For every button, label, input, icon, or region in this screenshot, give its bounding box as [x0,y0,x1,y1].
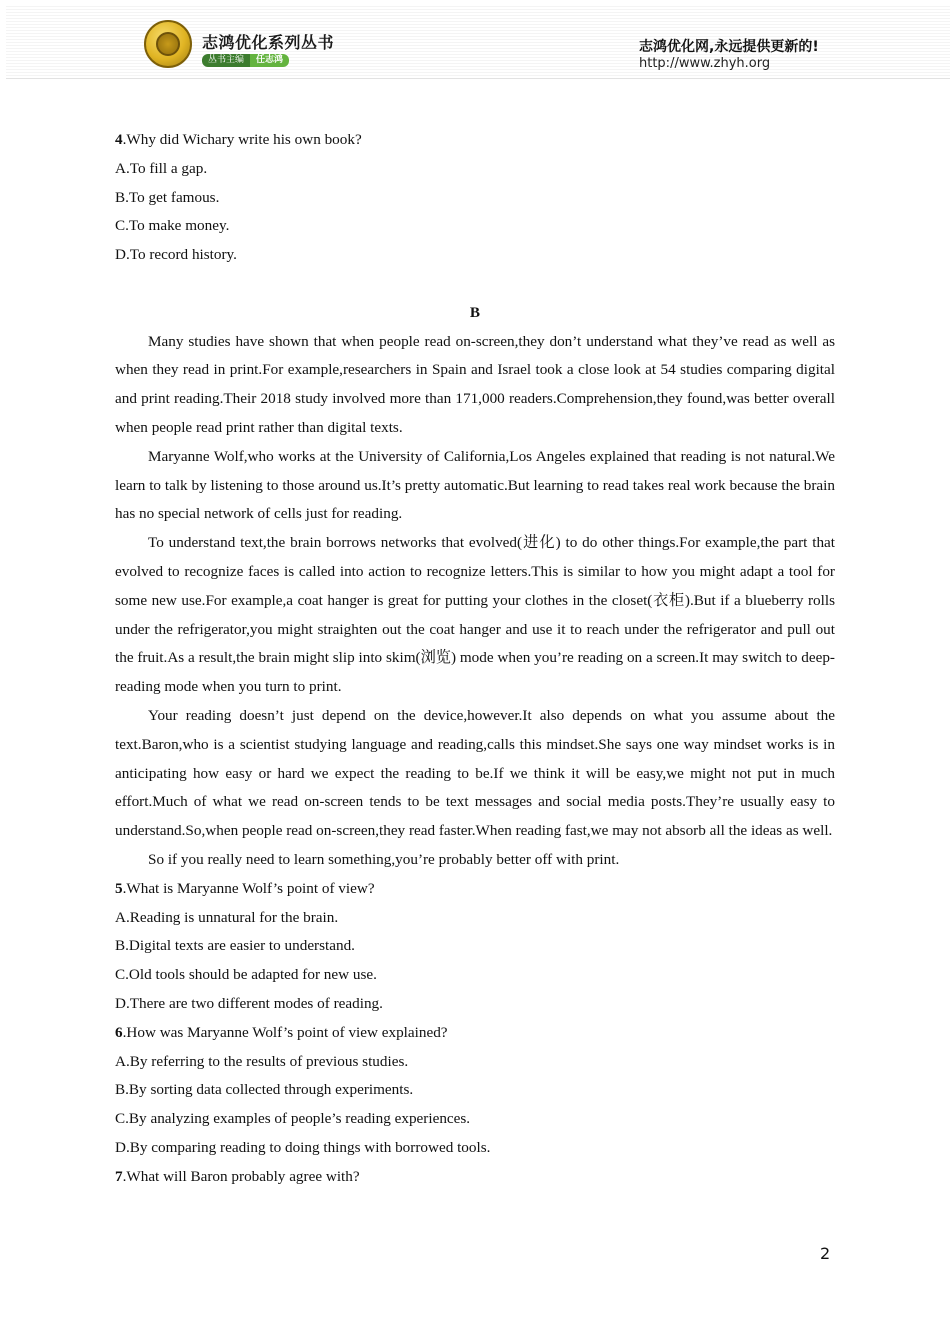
editor-label: 丛书主编 [202,54,250,67]
question-4 [115,126,835,155]
option-c: C.To make money. [115,217,230,235]
publisher-seal-icon [144,20,192,68]
option-a: A.Reading is unnatural for the brain. [115,908,339,926]
question-number: 6 [115,1023,123,1041]
passage-paragraph: Your reading doesn’t just depend on the device,however.It also depends on what you assume about the text.Baron,who is a scientist studying language and reading,calls this mindset.She says one way mindset works is in anticipating how easy or hard we expect the reading to be.If we think it will be easy,we might not put in much effort.Much of what we read on-screen tends to be text messages and social media posts.They’re usually easy to understand.So,when people read on-screen,they read faster.When reading fast,we may not absorb all the ideas as well. [115,706,835,840]
option-b: B.By sorting data collected through experiments. [115,1081,414,1099]
passage-paragraph: Maryanne Wolf,who works at the University of California,Los Angeles explained that reading is not natural.We learn to talk by listening to those around us.It’s pretty automatic.But learning to read takes real work because the brain has no special network of cells just for reading. [115,447,835,523]
site-slogan: 志鸿优化网,永远提供更新的! [639,39,819,55]
option-c: C.Old tools should be adapted for new use. [115,966,377,984]
passage-paragraph: To understand text,the brain borrows networks that evolved(进化) to do other things.For example,the part that evolved to recognize faces is called into action to recognize letters.This is similar to how you might adapt a tool for some new use.For example,a coat hanger is great for putting your clothes in the closet(衣柜).But if a blueberry rolls under the refrigerator,you might straighten out the coat hanger and use it to reach under the refrigerator and pull out the fruit.As a result,the brain might slip into skim(浏览) mode when you’re reading on a screen.It may switch to deep-reading mode when you turn to print. [115,534,835,696]
question-7 [115,1163,835,1192]
question-stem: .How was Maryanne Wolf’s point of view explained? [122,1023,448,1041]
page-header [6,6,950,79]
spacer [115,270,835,299]
option-c: C.By analyzing examples of people’s reading experiences. [115,1110,471,1128]
option-b: B.To get famous. [115,188,220,206]
option-d: D.By comparing reading to doing things with borrowed tools. [115,1138,491,1156]
question-stem: .What is Maryanne Wolf’s point of view? [122,879,375,897]
series-title: 志鸿优化系列丛书 [202,33,335,52]
option-b: B.Digital texts are easier to understand. [115,937,355,955]
question-stem: .Why did Wichary write his own book? [122,131,362,148]
page-content [115,126,835,1191]
passage-paragraph: So if you really need to learn something,you’re probably better off with print. [148,850,620,868]
option-a: A.By referring to the results of previous studies. [115,1052,409,1070]
question-stem: .What will Baron probably agree with? [122,1167,360,1185]
passage-label: B [469,303,481,321]
editor-badge [202,54,289,67]
option-d: D.There are two different modes of reading. [115,994,383,1012]
editor-name: 任志鸿 [250,54,289,67]
site-url: http://www.zhyh.org [639,56,771,71]
option-a: A.To fill a gap. [115,159,208,177]
question-number: 7 [115,1167,123,1185]
question-number: 4 [115,131,123,148]
question-number: 5 [115,879,123,897]
option-d: D.To record history. [115,246,237,264]
question-5 [115,875,835,904]
page-number: 2 [820,1244,831,1263]
question-6 [115,1019,835,1048]
passage-paragraph: Many studies have shown that when people read on-screen,they don’t understand what they’ve read as well as when they read in print.For example,researchers in Spain and Israel took a close look at 54 studies comparing digital and print reading.Their 2018 study involved more than 171,000 readers.Comprehension,they found,was better overall when people read print rather than digital texts. [115,332,835,436]
